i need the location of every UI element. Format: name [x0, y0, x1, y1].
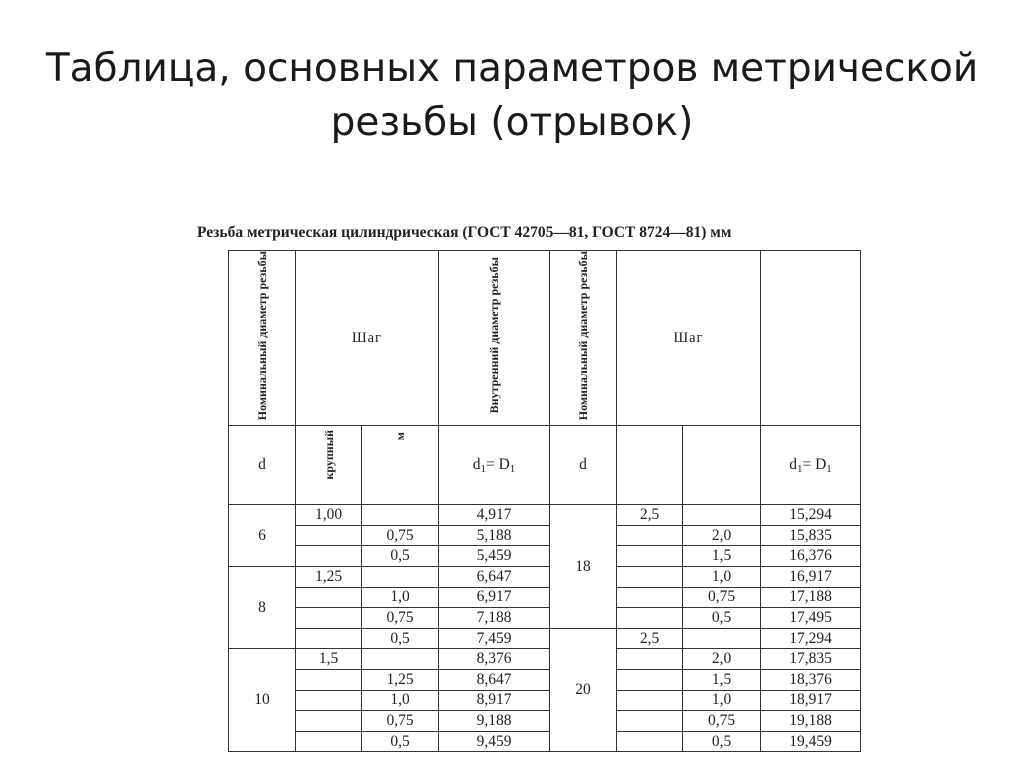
header-step-text: Шаг: [351, 330, 382, 347]
header-d-text: d: [258, 456, 266, 474]
right-step-coarse: [617, 608, 683, 629]
left-inner-diameter: 7,188: [439, 608, 550, 629]
right-step-coarse: [617, 731, 683, 752]
header-fine-text: м: [393, 432, 407, 441]
header-row-2: [229, 426, 861, 505]
header-d1: [439, 426, 550, 505]
right-inner-diameter: 18,917: [761, 690, 861, 711]
slide-title-line-2: резьбы (отрывок): [330, 100, 694, 145]
right-step-fine: 0,75: [683, 711, 761, 732]
header-nominal-diameter-text: Номинальный диаметр резьбы: [255, 251, 269, 421]
header-d1-right-sub2: 1: [826, 462, 832, 475]
left-step-fine: 0,75: [362, 525, 439, 546]
header-nominal-diameter-right: [550, 251, 617, 426]
right-step-fine: 2,0: [683, 525, 761, 546]
header-d: [229, 426, 296, 505]
left-inner-diameter: 6,917: [439, 587, 550, 608]
right-step-fine: [683, 628, 761, 649]
right-step-fine: 0,5: [683, 608, 761, 629]
left-inner-diameter: 6,647: [439, 567, 550, 588]
left-inner-diameter: 9,459: [439, 731, 550, 752]
right-step-coarse: [617, 690, 683, 711]
table-row: [229, 731, 861, 752]
left-inner-diameter: 9,188: [439, 711, 550, 732]
header-nominal-diameter: [229, 251, 296, 426]
header-fine-right: [683, 426, 761, 505]
right-inner-diameter: 17,188: [761, 587, 861, 608]
left-step-coarse: 1,00: [296, 505, 362, 526]
right-step-fine: 1,0: [683, 567, 761, 588]
left-step-coarse: [296, 546, 362, 567]
header-step-right: [617, 251, 761, 426]
right-step-coarse: 2,5: [617, 628, 683, 649]
table-row: [229, 567, 861, 588]
left-nominal-diameter: 8: [229, 567, 296, 649]
left-step-fine: 0,5: [362, 546, 439, 567]
right-inner-diameter: 15,294: [761, 505, 861, 526]
left-step-coarse: [296, 711, 362, 732]
right-inner-diameter: 16,376: [761, 546, 861, 567]
header-d1-main: d: [472, 455, 481, 473]
right-step-fine: 1,5: [683, 546, 761, 567]
right-nominal-diameter: 18: [550, 505, 617, 629]
table-row: [229, 711, 861, 732]
right-step-fine: 0,75: [683, 587, 761, 608]
left-step-coarse: [296, 628, 362, 649]
left-inner-diameter: 8,917: [439, 690, 550, 711]
right-inner-diameter: 17,835: [761, 649, 861, 670]
left-step-coarse: 1,5: [296, 649, 362, 670]
left-step-coarse: [296, 690, 362, 711]
table-row: [229, 525, 861, 546]
left-step-fine: 0,75: [362, 711, 439, 732]
table-row: [229, 649, 861, 670]
right-step-coarse: [617, 649, 683, 670]
left-step-coarse: 1,25: [296, 567, 362, 588]
left-step-fine: 0,5: [362, 731, 439, 752]
right-step-coarse: [617, 567, 683, 588]
left-step-fine: 0,75: [362, 608, 439, 629]
left-step-fine: [362, 649, 439, 670]
right-step-fine: [683, 505, 761, 526]
left-step-coarse: [296, 608, 362, 629]
right-step-coarse: [617, 525, 683, 546]
left-nominal-diameter: 10: [229, 649, 296, 752]
left-nominal-diameter: 6: [229, 505, 296, 567]
right-inner-diameter: 17,495: [761, 608, 861, 629]
thread-parameters-table: [228, 250, 861, 752]
table-body: [229, 251, 861, 752]
right-inner-diameter: 15,835: [761, 525, 861, 546]
header-row-1: [229, 251, 861, 426]
right-inner-diameter: 16,917: [761, 567, 861, 588]
table-row: [229, 505, 861, 526]
left-inner-diameter: 4,917: [439, 505, 550, 526]
slide-title: [0, 42, 1024, 150]
right-step-fine: 0,5: [683, 731, 761, 752]
right-inner-diameter: 18,376: [761, 669, 861, 690]
right-inner-diameter: 19,188: [761, 711, 861, 732]
header-d1-right-sub: 1: [796, 462, 803, 475]
left-step-fine: 1,0: [362, 587, 439, 608]
left-step-fine: 0,5: [362, 628, 439, 649]
left-step-coarse: [296, 731, 362, 752]
header-nominal-diameter-right-text: Номинальный диаметр резьбы: [576, 251, 590, 421]
table-caption: Резьба метрическая цилиндрическая (ГОСТ 42705—81, ГОСТ 8724—81) мм: [197, 224, 732, 241]
right-step-coarse: [617, 711, 683, 732]
table-row: [229, 628, 861, 649]
left-step-fine: [362, 505, 439, 526]
header-d1-sub2: 1: [509, 462, 516, 475]
header-d1-right-rest: = D: [802, 455, 827, 473]
header-d1-rest: = D: [485, 455, 510, 473]
right-step-coarse: [617, 669, 683, 690]
header-coarse: [296, 426, 362, 505]
header-d1-sub: 1: [480, 462, 486, 475]
right-inner-diameter: 17,294: [761, 628, 861, 649]
slide-title-line-1: Таблица, основных параметров метрической: [45, 46, 979, 91]
left-inner-diameter: 7,459: [439, 628, 550, 649]
left-step-coarse: [296, 669, 362, 690]
header-inner-diameter-text: Внутренний диаметр резьбы: [487, 257, 501, 414]
right-nominal-diameter: 20: [550, 628, 617, 752]
right-step-coarse: [617, 587, 683, 608]
right-step-fine: 2,0: [683, 649, 761, 670]
header-coarse-right: [617, 426, 683, 505]
header-inner-diameter: [439, 251, 550, 426]
left-inner-diameter: 8,376: [439, 649, 550, 670]
right-step-fine: 1,0: [683, 690, 761, 711]
right-step-fine: 1,5: [683, 669, 761, 690]
left-inner-diameter: 8,647: [439, 669, 550, 690]
right-step-coarse: 2,5: [617, 505, 683, 526]
left-step-fine: [362, 567, 439, 588]
right-step-coarse: [617, 546, 683, 567]
header-d1-right: [761, 426, 861, 505]
header-step-right-text: Шаг: [673, 330, 704, 347]
left-step-coarse: [296, 525, 362, 546]
header-fine: [362, 426, 439, 505]
table-row: [229, 587, 861, 608]
header-coarse-text: крупный: [321, 430, 336, 480]
left-inner-diameter: 5,459: [439, 546, 550, 567]
table-row: [229, 669, 861, 690]
table-row: [229, 608, 861, 629]
header-empty-right: [761, 251, 861, 426]
header-d-right-text: d: [579, 456, 587, 474]
left-step-fine: 1,25: [362, 669, 439, 690]
left-step-coarse: [296, 587, 362, 608]
left-inner-diameter: 5,188: [439, 525, 550, 546]
left-step-fine: 1,0: [362, 690, 439, 711]
header-d-right: [550, 426, 617, 505]
table-row: [229, 546, 861, 567]
table-row: [229, 690, 861, 711]
right-inner-diameter: 19,459: [761, 731, 861, 752]
header-step: [296, 251, 439, 426]
header-d1-right-main: d: [789, 455, 797, 473]
